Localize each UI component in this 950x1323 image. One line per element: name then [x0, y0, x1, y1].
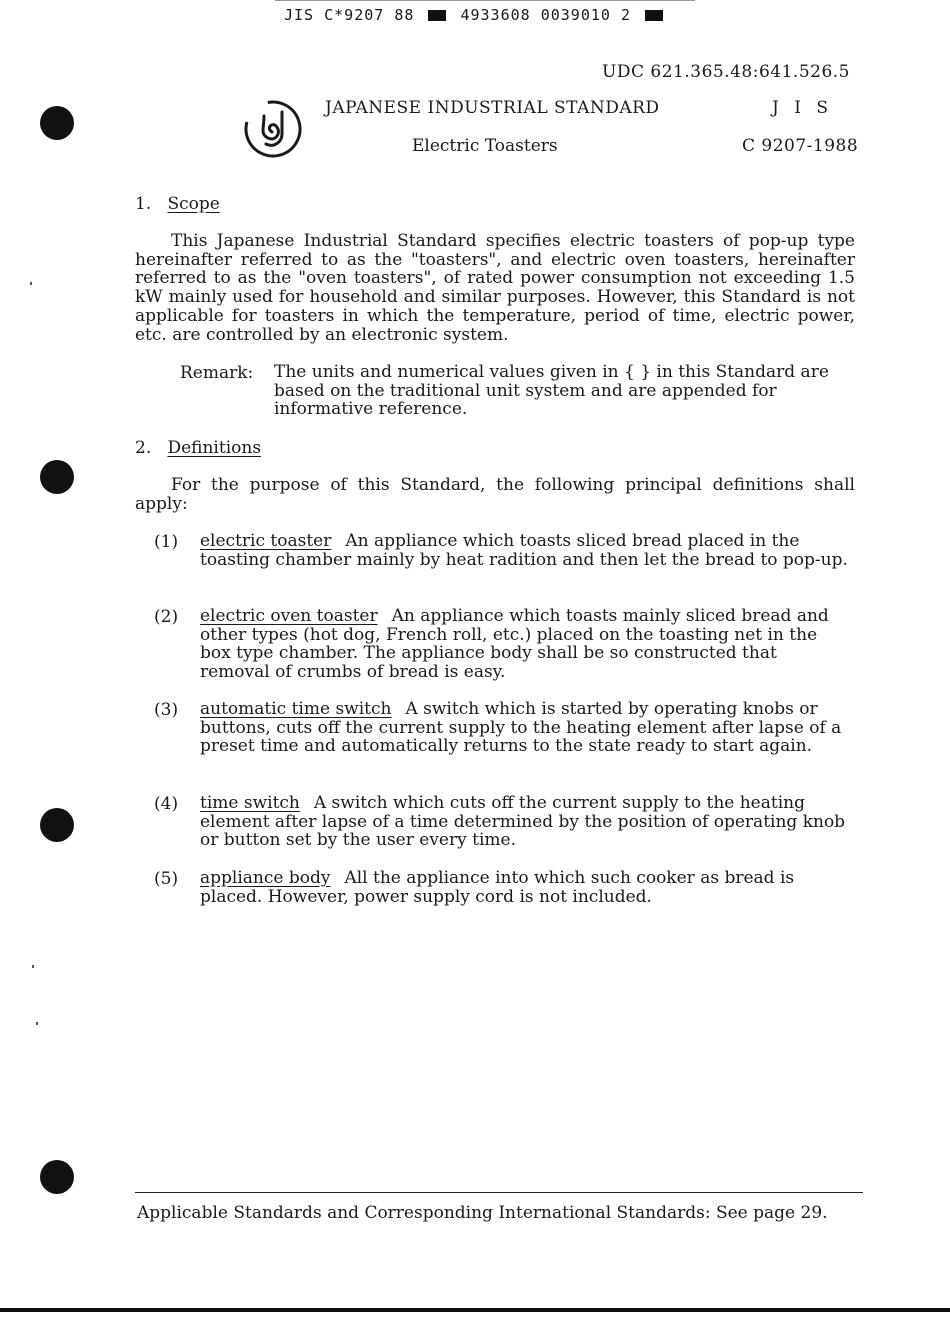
- scope-paragraph: [135, 232, 855, 344]
- document-code-right: 4933608 0039010 2: [460, 6, 631, 24]
- definition-number: (2): [154, 607, 179, 627]
- definition-term: electric oven toaster: [200, 606, 378, 626]
- section-title: Scope: [167, 194, 220, 214]
- document-code-left: JIS C*9207 88: [284, 6, 415, 24]
- remark-label: Remark:: [180, 363, 254, 383]
- jis-logo-icon: [242, 98, 304, 160]
- footer-rule: [135, 1192, 863, 1193]
- definition-item: [200, 794, 850, 850]
- definition-term: time switch: [200, 793, 300, 813]
- document-code-header: [284, 6, 667, 24]
- definition-term: electric toaster: [200, 531, 332, 551]
- punch-hole: [40, 1160, 74, 1194]
- definition-text: All the appliance into which such cooker as bread is placed. However, power supply cord is not included.: [200, 868, 795, 907]
- definitions-intro: [135, 476, 855, 513]
- scope-text: This Japanese Industrial Standard specifies electric toasters of pop-up type hereinafter referred to as the "toasters", and electric oven toasters, hereinafter referred to as the "oven toasters", of rated power consumption not exceeding 1.5 kW mainly used for household and similar purposes. However, this Standard is not applicable for toasters in which the temperature, period of time, electric power, etc. are controlled by an electronic system.: [135, 231, 855, 345]
- punch-hole: [40, 106, 74, 140]
- definition-text: A switch which cuts off the current supply to the heating element after lapse of a time determined by the position of operating knob or button set by the user every time.: [200, 793, 846, 851]
- definition-number: (4): [154, 794, 179, 814]
- page-bottom-edge: [0, 1308, 950, 1312]
- top-rule: [275, 0, 695, 1]
- definition-term: appliance body: [200, 868, 331, 888]
- definition-item: [200, 532, 850, 569]
- definition-text: An appliance which toasts mainly sliced bread and other types (hot dog, French roll, etc.) placed on the toasting net in the box type chamber. The appliance body shall be so constructed that removal of crumbs of bread is easy.: [200, 606, 829, 683]
- redaction-block: [645, 10, 663, 21]
- punch-hole: [40, 808, 74, 842]
- section-heading: [135, 194, 220, 214]
- remark-text: The units and numerical values given in { } in this Standard are based on the traditional unit system and are appended for informative reference.: [274, 362, 829, 420]
- definition-term: automatic time switch: [200, 699, 392, 719]
- definition-item: [200, 607, 850, 682]
- section-number: 2.: [135, 438, 152, 458]
- definition-number: (3): [154, 700, 179, 720]
- section-number: 1.: [135, 194, 152, 214]
- definition-number: (1): [154, 532, 179, 552]
- jis-mark: J I S: [772, 98, 833, 118]
- standard-number: C 9207-1988: [742, 136, 859, 156]
- scan-speck: [32, 965, 34, 968]
- definition-number: (5): [154, 869, 179, 889]
- definition-text: A switch which is started by operating knobs or buttons, cuts off the current supply to the heating element after lapse of a preset time and automatically returns to the state ready to start again.: [200, 699, 842, 757]
- redaction-block: [428, 10, 446, 21]
- definition-text: An appliance which toasts sliced bread placed in the toasting chamber mainly by heat radition and then let the bread to pop-up.: [200, 531, 848, 570]
- section-heading: [135, 438, 261, 458]
- section-title: Definitions: [167, 438, 262, 458]
- udc-number: UDC 621.365.48:641.526.5: [602, 62, 850, 82]
- definition-item: [200, 869, 850, 906]
- standard-type: JAPANESE INDUSTRIAL STANDARD: [325, 98, 660, 118]
- footer-note: Applicable Standards and Corresponding International Standards: See page 29.: [137, 1203, 828, 1223]
- punch-hole: [40, 460, 74, 494]
- scan-speck: [30, 282, 32, 285]
- page-title: Electric Toasters: [412, 136, 558, 156]
- definition-item: [200, 700, 850, 756]
- scan-speck: [36, 1022, 38, 1025]
- definitions-intro-text: For the purpose of this Standard, the following principal definitions shall apply:: [135, 475, 855, 514]
